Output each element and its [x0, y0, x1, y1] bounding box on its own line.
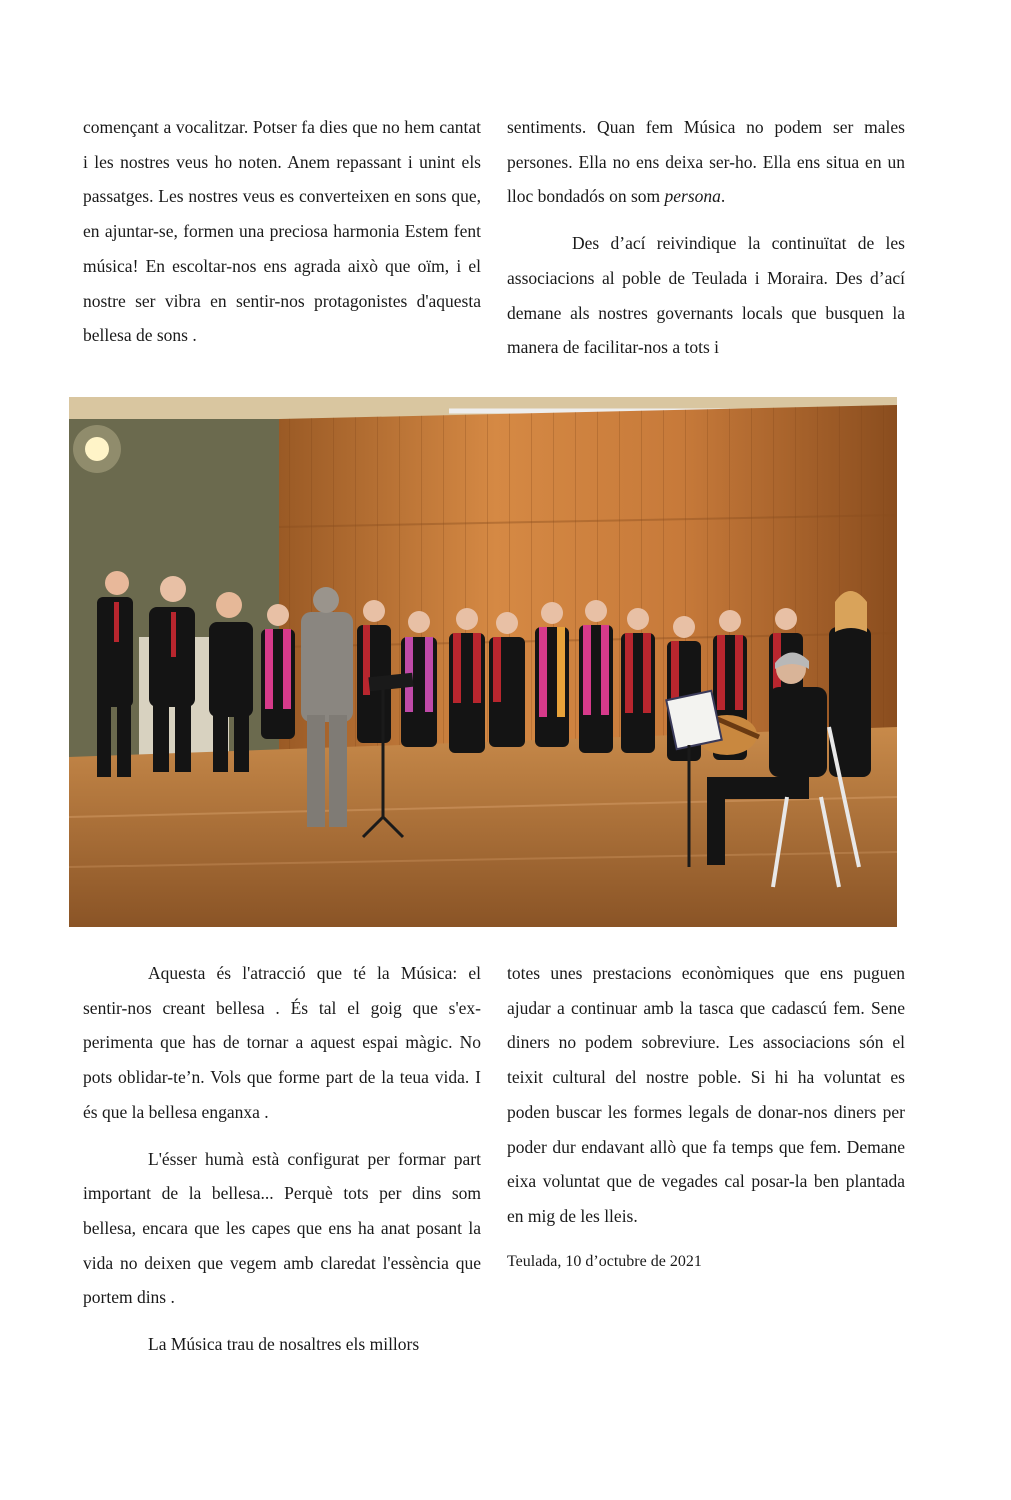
paragraph-text: sentiments. Quan fem Música no podem ser males persones. Ella no ens deixa ser-ho. Ella ens situa en un lloc bondadós on som — [507, 117, 905, 207]
text-column-bottom-left — [83, 956, 481, 1362]
text-column-top-left — [83, 110, 481, 353]
paragraph: La Música trau de nosaltres els millors — [148, 1334, 420, 1355]
choir-photo-illustration — [69, 397, 897, 927]
paragraph: L'ésser humà està configurat per formar part important de la bellesa... Perquè tots per dins som bellesa, encara que les capes que ens ha anat posant la vida no deixen que vegem amb claredat l'essència que portem dins . — [83, 1148, 481, 1308]
paragraph-text: . — [720, 186, 726, 207]
paragraph — [507, 110, 905, 214]
paragraph: totes unes prestacions econòmiques que ens puguen ajudar a continuar amb la tasca que cadascú fem. Sene diners no podem sobreviure. Les associacions són el teixit cultural del nostre poble. Si hi ha voluntat es poden buscar les formes legals de donar-nos diners per poder dur endavant allò que fa temps que fem. Demane eixa voluntat que de vegades cal posar-la ben plantada en mig de les lleis. — [507, 963, 905, 1226]
choir-photo — [69, 397, 897, 927]
paragraph: començant a vocalitzar. Potser fa dies que no hem cantat i les nostres veus ho noten. Anem repassant i unint els passatges. Les nostres veus es converteixen en sons que, en ajuntar-se, formen una preciosa harmonia Estem fent música! En escoltar-nos ens agrada això que oïm, i el nostre ser vibra en sentir-nos protagonistes d'aquesta bellesa de sons . — [83, 117, 481, 346]
text-column-bottom-right — [507, 956, 905, 1274]
date-signature: Teulada, 10 d’octubre de 2021 — [507, 1252, 702, 1270]
emphasis-text: persona — [664, 186, 721, 207]
text-column-top-right — [507, 110, 905, 365]
paragraph: Aquesta és l'atracció que té la Música: el sentir-nos creant bellesa . És tal el goig que s'experimenta que has de tornar a aquest espai màgic. No pots oblidar-te’n. Vols que forme part de la teua vida. I és que la bellesa enganxa . — [83, 963, 481, 1122]
paragraph: Des d’ací reivindique la continuïtat de les associacions al poble de Teulada i Moraira. Des d’ací demane als nostres governants locals que busquen la manera de facilitar-nos a tots i — [507, 233, 905, 358]
